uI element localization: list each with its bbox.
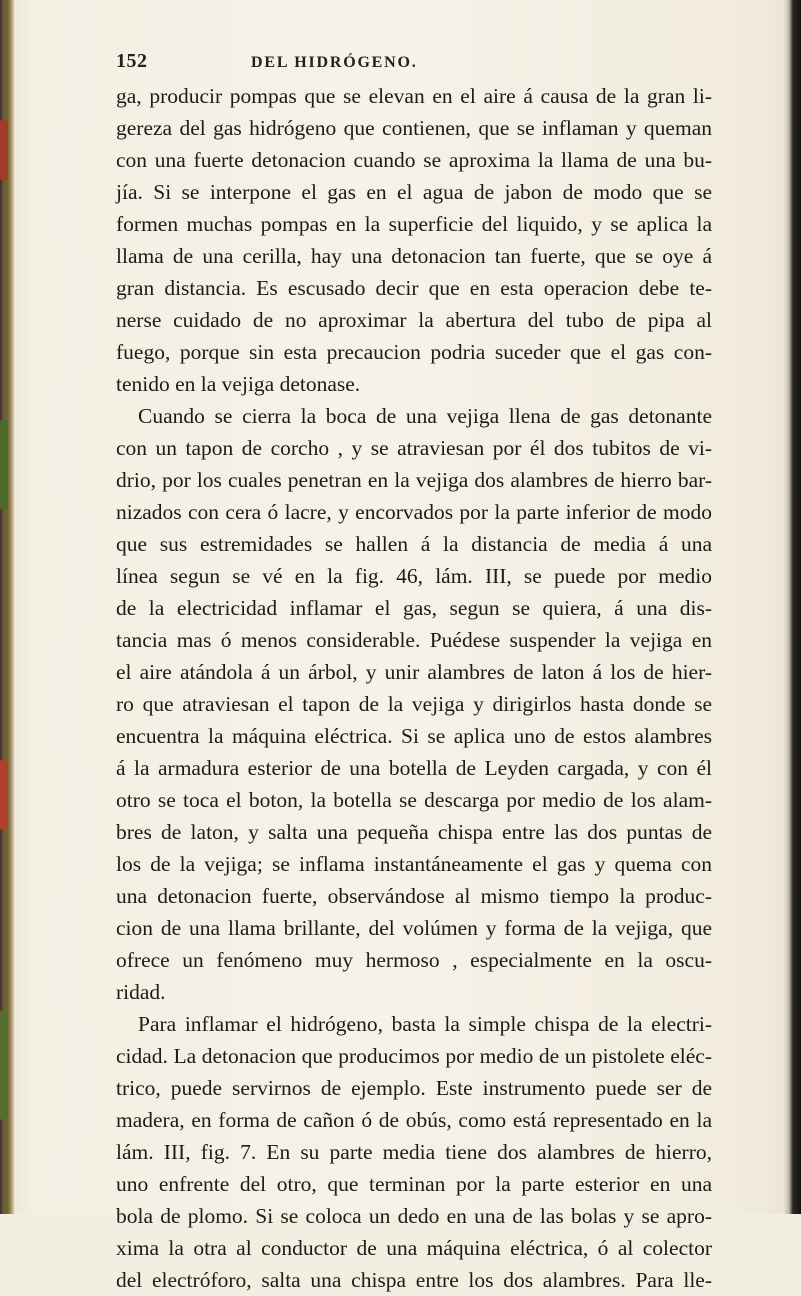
- text-line: Para inflamar el hidrógeno, basta la simple chispa de la electri-: [138, 1012, 712, 1036]
- text-line: llama de una cerilla, hay una detonacion tan fuerte, que se oye á: [116, 244, 712, 268]
- text-line: uno enfrente del otro, que terminan por la parte esterior en una: [116, 1172, 712, 1196]
- text-line: ro que atraviesan el tapon de la vejiga y dirigirlos hasta donde se: [116, 692, 712, 716]
- text-line: á la armadura esterior de una botella de Leyden cargada, y con él: [116, 756, 712, 780]
- running-title: DEL HIDRÓGENO.: [251, 54, 418, 71]
- text-line: del electróforo, salta una chispa entre los dos alambres. Para lle-: [116, 1268, 712, 1292]
- text-line: nerse cuidado de no aproximar la abertura del tubo de pipa al: [116, 308, 712, 332]
- body-text: [116, 80, 712, 1296]
- text-line: ofrece un fenómeno muy hermoso , especialmente en la oscu-: [116, 948, 712, 972]
- text-line: encuentra la máquina eléctrica. Si se aplica uno de estos alambres: [116, 724, 712, 748]
- page-right-edge: [783, 0, 801, 1214]
- binding-stain: [0, 1010, 8, 1120]
- text-line: gereza del gas hidrógeno que contienen, que se inflaman y queman: [116, 116, 712, 140]
- text-line: el aire atándola á un árbol, y unir alambres de laton á los de hier-: [116, 660, 712, 684]
- text-line: bola de plomo. Si se coloca un dedo en una de las bolas y se apro-: [116, 1204, 712, 1228]
- text-line: ridad.: [116, 980, 166, 1004]
- binding-stain: [0, 120, 8, 180]
- text-line: madera, en forma de cañon ó de obús, como está representado en la: [116, 1108, 712, 1132]
- text-line: jía. Si se interpone el gas en el agua de jabon de modo que se: [116, 180, 712, 204]
- text-line: que sus estremidades se hallen á la distancia de media á una: [116, 532, 712, 556]
- text-line: lám. III, fig. 7. En su parte media tiene dos alambres de hierro,: [116, 1140, 712, 1164]
- text-line: fuego, porque sin esta precaucion podria suceder que el gas con-: [116, 340, 712, 364]
- text-line: de la electricidad inflamar el gas, segun se quiera, á una dis-: [116, 596, 712, 620]
- page-header: [116, 50, 676, 78]
- page-binding-edge: [0, 0, 14, 1214]
- text-line: con un tapon de corcho , y se atraviesan por él dos tubitos de vi-: [116, 436, 712, 460]
- text-line: gran distancia. Es escusado decir que en esta operacion debe te-: [116, 276, 712, 300]
- text-line: los de la vejiga; se inflama instantáneamente el gas y quema con: [116, 852, 712, 876]
- text-line: otro se toca el boton, la botella se descarga por medio de los alam-: [116, 788, 712, 812]
- text-line: con una fuerte detonacion cuando se aproxima la llama de una bu-: [116, 148, 712, 172]
- text-line: cion de una llama brillante, del volúmen y forma de la vejiga, que: [116, 916, 712, 940]
- text-line: línea segun se vé en la fig. 46, lám. III, se puede por medio: [116, 564, 712, 588]
- text-line: cidad. La detonacion que producimos por medio de un pistolete eléc-: [116, 1044, 712, 1068]
- text-line: bres de laton, y salta una pequeña chispa entre las dos puntas de: [116, 820, 712, 844]
- text-line: trico, puede servirnos de ejemplo. Este instrumento puede ser de: [116, 1076, 712, 1100]
- binding-stain: [0, 420, 8, 510]
- text-line: xima la otra al conductor de una máquina eléctrica, ó al colector: [116, 1236, 712, 1260]
- text-line: tancia mas ó menos considerable. Puédese suspender la vejiga en: [116, 628, 712, 652]
- binding-stain: [0, 760, 8, 830]
- text-line: tenido en la vejiga detonase.: [116, 372, 361, 396]
- text-line: una detonacion fuerte, observándose al mismo tiempo la produc-: [116, 884, 712, 908]
- text-line: Cuando se cierra la boca de una vejiga llena de gas detonante: [138, 404, 712, 428]
- page-number: 152: [116, 50, 148, 72]
- text-line: formen muchas pompas en la superficie del liquido, y se aplica la: [116, 212, 712, 236]
- text-line: ga, producir pompas que se elevan en el aire á causa de la gran li-: [116, 84, 712, 108]
- text-line: drio, por los cuales penetran en la vejiga dos alambres de hierro bar-: [116, 468, 712, 492]
- text-line: nizados con cera ó lacre, y encorvados por la parte inferior de modo: [116, 500, 712, 524]
